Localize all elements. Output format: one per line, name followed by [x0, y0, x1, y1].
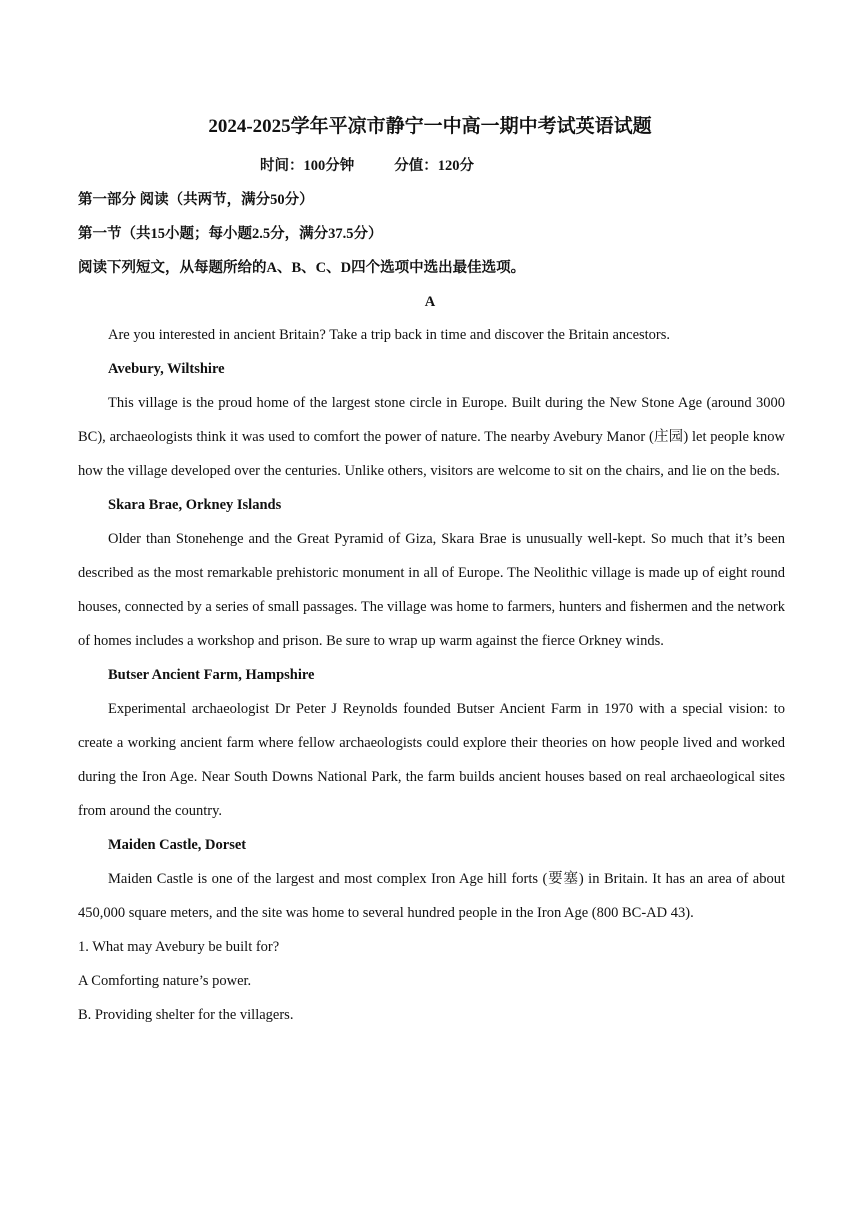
section-heading-avebury: Avebury, Wiltshire	[108, 361, 225, 377]
passage-intro: Are you interested in ancient Britain? Take a trip back in time and discover the Britain ancestors.	[108, 327, 671, 343]
section-heading-butser: Butser Ancient Farm, Hampshire	[108, 667, 315, 683]
section-heading-maiden-castle: Maiden Castle, Dorset	[108, 837, 247, 853]
section-text-maiden-castle: Maiden Castle is one of the largest and most complex Iron Age hill forts (要塞) in Britain. It has an area of about 450,000 square meters, and the site was home to several hundred people in the Iron Age (800 BC-AD 43).	[78, 871, 785, 921]
part-heading: 第一部分 阅读（共两节，满分50分）	[78, 192, 314, 208]
section-text-avebury: This village is the proud home of the largest stone circle in Europe. Built during the New Stone Age (around 3000 BC), archaeologists think it was used to comfort the power of nature. The nearby Avebury Manor (庄园) let people know how the village developed over the centuries. Unlike others, visitors are welcome to sit on the chairs, and lie on the beds.	[78, 395, 785, 479]
directions: 阅读下列短文，从每题所给的A、B、C、D四个选项中选出最佳选项。	[78, 260, 526, 276]
question-option-b: B. Providing shelter for the villagers.	[78, 1007, 294, 1023]
question-option-a: A Comforting nature’s power.	[78, 973, 252, 989]
section-text-butser: Experimental archaeologist Dr Peter J Reynolds founded Butser Ancient Farm in 1970 with a special vision: to create a working ancient farm where fellow archaeologists could explore their theories on how people lived and worked during the Iron Age. Near South Downs National Park, the farm builds ancient houses based on real archaeological sites from around the country.	[78, 701, 785, 819]
section-heading-skara-brae: Skara Brae, Orkney Islands	[108, 497, 282, 513]
passage-body	[78, 318, 785, 1032]
section-text-skara-brae: Older than Stonehenge and the Great Pyramid of Giza, Skara Brae is unusually well-kept. So much that it’s been described as the most remarkable prehistoric monument in all of Europe. The Neolithic village is made up of eight round houses, connected by a series of small passages. The village was home to farmers, hunters and fishermen and the network of homes includes a workshop and prison. Be sure to wrap up warm against the fierce Orkney winds.	[78, 531, 785, 649]
exam-time: 时间：100分钟	[260, 158, 355, 174]
passage-label: A	[424, 294, 436, 310]
exam-score: 分值：120分	[394, 158, 474, 174]
question-stem: 1. What may Avebury be built for?	[78, 939, 280, 955]
page-title: 2024-2025学年平凉市静宁一中高一期中考试英语试题	[208, 116, 652, 137]
exam-meta	[260, 155, 474, 177]
section-heading: 第一节（共15小题；每小题2.5分，满分37.5分）	[78, 226, 383, 242]
